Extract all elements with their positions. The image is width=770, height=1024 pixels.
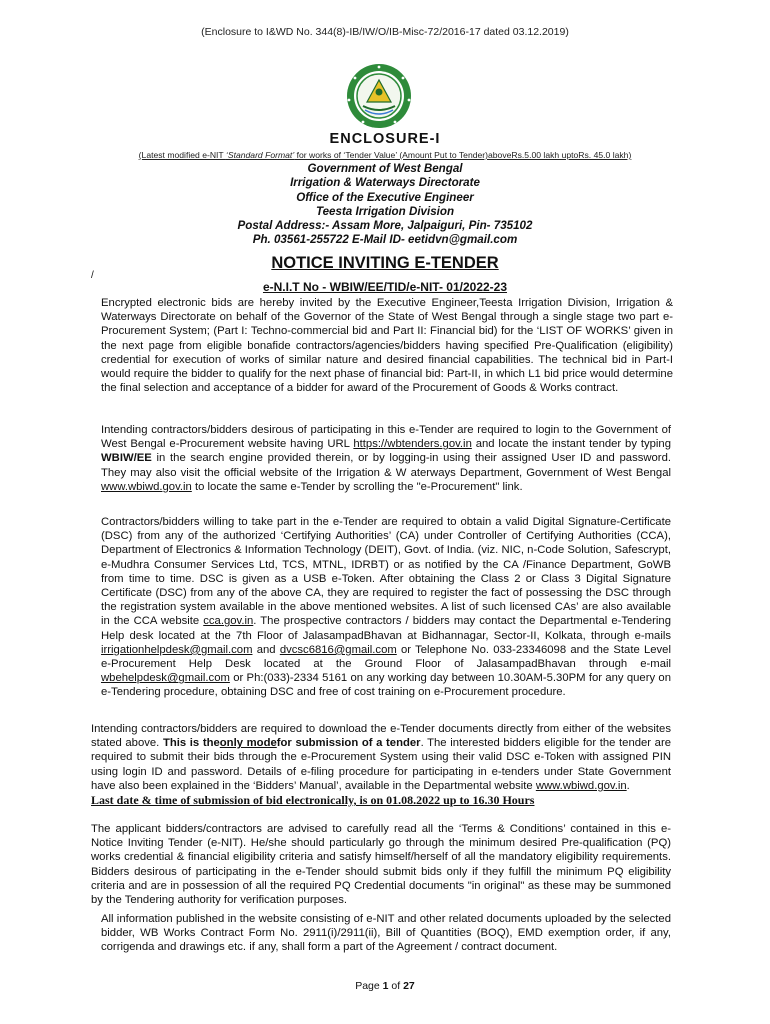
enclosure-title: ENCLOSURE-I [329,131,441,147]
office-line-division: Teesta Irrigation Division [315,204,455,218]
cca-link[interactable]: cca.gov.in [203,615,254,628]
subtitle-part-a: (Latest modified e-NIT [138,150,226,160]
nit-number: e-N.I.T No - WBIW/EE/TID/e-NIT- 01/2022-23 [262,280,508,294]
paragraph-login-instructions [101,423,671,494]
paragraph-agreement-documents: All information published in the website consisting of e-NIT and other related documents uploaded by the selected bidder, WB Works Contract Form No. 2911(i)/2911(ii), Bill of Quantities (BOQ), EMD exemption order, if any, corrigenda and drawings etc. if any, shall form a part of the Agreement / contract document. [101,913,671,954]
p4-text-c: . [626,779,630,792]
p4-bold-submission: for submission of a tender [276,737,421,750]
subtitle-part-c: for works of ‘Tender Value’ (Amount Put to Tender)aboveRs.5.00 lakh uptoRs. 45.0 lakh) [294,150,632,160]
p4-text-b: . The interested bidders eligible for the tender are required to submit their bids through the e-Procurement System using their valid DSC e-Token with assigned PIN using login ID and password. Details of e-filing procedure for participating in e-tenders under State Government have also been explained in the ‘Bidders’ Manual’, available in the Departmental website [91,737,672,792]
p2-text-d: to locate the same e-Tender by scrolling the "e-Procurement" link. [191,480,523,493]
wbtenders-link[interactable]: https://wbtenders.gov.in [353,438,472,451]
p4-bold-this-is-the: This is the [162,737,220,750]
paragraph-invitation: Encrypted electronic bids are hereby invited by the Executive Engineer,Teesta Irrigation Division, Irrigation & Waterways Directorate on behalf of the Governor of the State of West Bengal through a single stage two part e-Procurement System; (Part I: Techno-commercial bid and Part II: Financial bid) for the ‘LIST OF WORKS’ given in the next page from eligible bonafide contractors/agencies/bidders having specified Pre-Qualification (eligibility) credential for execution of works of similar nature and desired financial capabilities. The technical bid in Part-I would require the bidder to qualify for the next phase of financial bid: Part-II, in which L1 bid price would determine the final selection and acceptance of a bidder for award of the Procurement of Goods & Works contract. [101,297,673,395]
p3-text-e: or Ph:(033)-2334 5161 on any working day between 10.30AM-5.30PM for any query on e-Tendering procedure, obtaining DSC and free of cost training on e-Procurement procedure. [101,672,671,699]
west-bengal-emblem-logo [343,62,415,130]
paragraph-digital-signature [101,515,671,700]
enclosure-subtitle [0,150,770,160]
p2-text-b: and locate the instant tender by typing [471,438,671,451]
p3-text-c: and [252,643,280,656]
stray-slash-mark: / [91,270,94,281]
page-footer [0,980,770,992]
wbehelpdesk-email-link[interactable]: wbehelpdesk@gmail.com [101,672,230,685]
footer-page-number: 1 [382,980,389,992]
search-keyword: WBIW/EE [101,452,152,465]
office-line-executive-engineer: Office of the Executive Engineer [296,190,474,204]
office-address-block [0,162,770,248]
enclosure-reference-note: (Enclosure to I&WD No. 344(8)-IB/IW/O/IB-Misc-72/2016-17 dated 03.12.2019) [201,26,569,38]
wbiwd-website-link[interactable]: www.wbiwd.gov.in [535,779,627,792]
dvcsc-email-link[interactable]: dvcsc6816@gmail.com [279,643,397,656]
notice-title: NOTICE INVITING E-TENDER [271,254,499,272]
footer-of-label: of [388,980,404,992]
footer-page-label: Page [355,980,383,992]
paragraph-download-submission [91,722,671,808]
office-line-directorate: Irrigation & Waterways Directorate [290,176,480,190]
office-line-contact: Ph. 03561-255722 E-Mail ID- eetidvn@gmail.com [252,233,518,247]
office-line-postal-address: Postal Address:- Assam More, Jalpaiguri, Pin- 735102 [237,219,533,233]
p4-text-a: Intending contractors/bidders are required to download the e-Tender documents directly from either of the websites stated above. [91,723,671,750]
footer-page-total: 27 [403,980,415,992]
p4-bold-only-mode: only mode [219,737,277,750]
paragraph-terms-advice: The applicant bidders/contractors are advised to carefully read all the ‘Terms & Conditions’ contained in this e-Notice Inviting Tender (e-NIT). He/she should particularly go through the minimum desired Pre-qualification (PQ) works credential & financial eligibility criteria and satisfy himself/herself of all the mandatory eligibility requirements. Bidders desirous of participating in the e-Tender should submit bids only if they fulfill the minimum PQ eligibility criteria and are in possession of all the required PQ Credential documents "in original" as these may be summoned by the Tendering authority for verification purposes. [91,823,671,907]
last-date-of-submission: Last date & time of submission of bid electronically, is on 01.08.2022 up to 16.30 Hours [91,793,535,808]
p3-text-b: . The prospective contractors / bidders may contact the Departmental e-Tendering Help desk located at the 7th Floor of JalasampadBhavan at Bidhannagar, Sector-II, Kolkata, through e-mails [101,615,671,642]
p3-text-d: or Telephone No. 033-23346098 and the State Level e-Procurement Help Desk located at the Ground Floor of JalasampadBhavan through e-mail [101,643,671,671]
subtitle-standard-format: ‘Standard Format’ [225,150,295,160]
p2-text-a: Intending contractors/bidders desirous of participating in this e-Tender are required to login to the Government of West Bengal e-Procurement website having URL [101,424,671,451]
office-line-government: Government of West Bengal [307,162,463,175]
irrigation-helpdesk-email-link[interactable]: irrigationhelpdesk@gmail.com [101,643,253,656]
wbiwd-link[interactable]: www.wbiwd.gov.in [101,480,192,493]
p3-text-a: Contractors/bidders willing to take part in the e-Tender are required to obtain a valid Digital Signature-Certificate (DSC) from any of the authorized ‘Certifying Authorities’ (CA) under Controller of Certifying Authorities (CCA), Department of Electronics & Information Technology (DEIT), Govt. of India. (viz. NIC, n-Code Solution, Safescrypt, e-Mudhra Consumer Services Ltd, TCS, MTNL, IDRBT) or as notified by the CA /Finance Department, GoWB from time to time. DSC is given as a USB e-Token. After obtaining the Class 2 or Class 3 Digital Signature Certificate (DSC) from any of the above CA, they are required to register the fact of possessing the DSC through the registration system available in the above mentioned websites. A list of such licensed CAs’ are also available in the CCA website [101,516,671,628]
p2-text-c: in the search engine provided therein, or by logging-in using their assigned User ID and password. They may also visit the official website of the Irrigation & W aterways Department, Government of West Bengal [101,452,671,479]
